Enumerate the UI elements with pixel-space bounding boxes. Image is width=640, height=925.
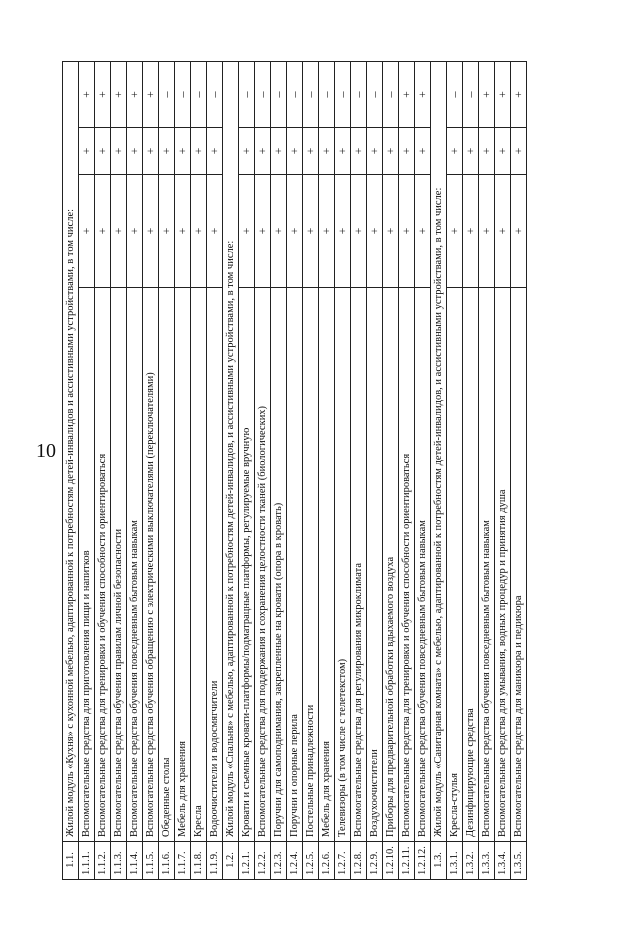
mark-cell-c3: – (319, 61, 335, 127)
mark-cell-c1: + (367, 175, 383, 288)
mark-cell-c3: – (207, 61, 223, 127)
mark-cell-c1: + (511, 175, 527, 288)
row-description: Вспомогательные средства для приготовления пищи и напитков (79, 288, 95, 842)
row-code: 1.1.3. (111, 842, 127, 880)
mark-cell-c2: + (127, 128, 143, 175)
row-description: Приборы для предварительной обработки вдыхаемого воздуха (383, 288, 399, 842)
mark-cell-c3: + (127, 61, 143, 127)
mark-cell-c3: – (271, 61, 287, 127)
mark-cell-c2: + (255, 128, 271, 175)
mark-cell-c3: – (175, 61, 191, 127)
row-code: 1.2.3. (271, 842, 287, 880)
mark-cell-c2: + (191, 128, 207, 175)
mark-cell-c1: + (207, 175, 223, 288)
row-description: Вспомогательные средства обучения правилам личной безопасности (111, 288, 127, 842)
table-row (175, 61, 191, 879)
row-description: Кресла-стулья (447, 288, 463, 842)
row-description: Жилой модуль «Кухня» с кухонной мебелью, адаптированной к потребностям детей-инвалидов и ассистивными устройствами, в том числе: (63, 61, 79, 841)
mark-cell-c3: + (79, 61, 95, 127)
mark-cell-c3: + (495, 61, 511, 127)
mark-cell-c2: + (271, 128, 287, 175)
mark-cell-c1: + (239, 175, 255, 288)
mark-cell-c1: + (335, 175, 351, 288)
mark-cell-c2: + (95, 128, 111, 175)
mark-cell-c1: + (127, 175, 143, 288)
mark-cell-c2: + (335, 128, 351, 175)
table-row (95, 61, 111, 879)
row-description: Жилой модуль «Санитарная комната» с мебелью, адаптированной к потребностям детей-инвалидов, и ассистивными устройствами, в том числе: (431, 61, 447, 841)
row-code: 1.2.1. (239, 842, 255, 880)
row-code: 1.3.5. (511, 842, 527, 880)
table-row (495, 61, 511, 879)
mark-cell-c3: – (303, 61, 319, 127)
row-description: Воздухоочистители (367, 288, 383, 842)
mark-cell-c1: + (319, 175, 335, 288)
table-row (463, 61, 479, 879)
mark-cell-c3: + (511, 61, 527, 127)
table-row (479, 61, 495, 879)
row-code: 1.2.9. (367, 842, 383, 880)
table-row (399, 61, 415, 879)
mark-cell-c1: + (383, 175, 399, 288)
equipment-table (62, 61, 527, 880)
row-code: 1.3.1. (447, 842, 463, 880)
row-description: Вспомогательные средства обучения повседневным бытовым навыкам (127, 288, 143, 842)
mark-cell-c1: + (111, 175, 127, 288)
mark-cell-c2: + (351, 128, 367, 175)
row-code: 1.1.2. (95, 842, 111, 880)
mark-cell-c1: + (271, 175, 287, 288)
table-row (351, 61, 367, 879)
table-row (271, 61, 287, 879)
table-row (383, 61, 399, 879)
table-body (63, 61, 527, 879)
mark-cell-c2: + (319, 128, 335, 175)
mark-cell-c1: + (159, 175, 175, 288)
mark-cell-c3: – (367, 61, 383, 127)
row-code: 1.3. (431, 842, 447, 880)
section-row (223, 61, 239, 879)
row-description: Вспомогательные средства для умывания, водных процедур и принятия душа (495, 288, 511, 842)
mark-cell-c1: + (143, 175, 159, 288)
mark-cell-c3: – (383, 61, 399, 127)
row-code: 1.2.12. (415, 842, 431, 880)
mark-cell-c3: – (351, 61, 367, 127)
row-code: 1.3.4. (495, 842, 511, 880)
table-row (303, 61, 319, 879)
row-description: Вспомогательные средства обучения повседневным бытовым навыкам (479, 288, 495, 842)
table-row (127, 61, 143, 879)
row-description: Кресла (191, 288, 207, 842)
row-description: Вспомогательные средства для тренировки и обучения способности ориентироваться (399, 288, 415, 842)
mark-cell-c2: + (479, 128, 495, 175)
row-description: Водоочистители и водосмягчители (207, 288, 223, 842)
mark-cell-c3: – (447, 61, 463, 127)
mark-cell-c2: + (143, 128, 159, 175)
mark-cell-c2: + (111, 128, 127, 175)
mark-cell-c3: – (159, 61, 175, 127)
mark-cell-c2: + (495, 128, 511, 175)
mark-cell-c1: + (479, 175, 495, 288)
rotated-table-container (62, 62, 632, 880)
mark-cell-c2: + (383, 128, 399, 175)
row-description: Мебель для хранения (175, 288, 191, 842)
row-code: 1.1.5. (143, 842, 159, 880)
table-row (143, 61, 159, 879)
table-row (111, 61, 127, 879)
row-code: 1.3.2. (463, 842, 479, 880)
mark-cell-c3: – (191, 61, 207, 127)
row-code: 1.1.9. (207, 842, 223, 880)
mark-cell-c1: + (415, 175, 431, 288)
table-row (191, 61, 207, 879)
mark-cell-c2: + (287, 128, 303, 175)
mark-cell-c1: + (495, 175, 511, 288)
row-description: Жилой модуль «Спальня» с мебелью, адаптированной к потребностям детей-инвалидов, и ассистивными устройствами, в том числе: (223, 61, 239, 841)
row-code: 1.2.6. (319, 842, 335, 880)
mark-cell-c1: + (287, 175, 303, 288)
mark-cell-c2: + (447, 128, 463, 175)
mark-cell-c3: + (399, 61, 415, 127)
mark-cell-c3: – (287, 61, 303, 127)
table-row (367, 61, 383, 879)
mark-cell-c2: + (175, 128, 191, 175)
mark-cell-c1: + (175, 175, 191, 288)
mark-cell-c3: + (479, 61, 495, 127)
row-code: 1.2.10. (383, 842, 399, 880)
mark-cell-c3: – (335, 61, 351, 127)
table-row (511, 61, 527, 879)
mark-cell-c1: + (399, 175, 415, 288)
row-description: Вспомогательные средства для маникюра и педикюра (511, 288, 527, 842)
mark-cell-c2: + (79, 128, 95, 175)
row-description: Вспомогательные средства для тренировки и обучения способности ориентироваться (95, 288, 111, 842)
mark-cell-c3: – (239, 61, 255, 127)
mark-cell-c2: + (399, 128, 415, 175)
row-description: Мебель для хранения (319, 288, 335, 842)
mark-cell-c2: + (463, 128, 479, 175)
mark-cell-c2: + (511, 128, 527, 175)
table-row (79, 61, 95, 879)
mark-cell-c3: – (463, 61, 479, 127)
mark-cell-c1: + (255, 175, 271, 288)
row-description: Поручни для самоподнимания, закрепленные на кровати (опора в кровать) (271, 288, 287, 842)
row-code: 1.2.8. (351, 842, 367, 880)
row-code: 1.1.4. (127, 842, 143, 880)
row-description: Вспомогательные средства для поддержания и сохранения целостности тканей (биологических) (255, 288, 271, 842)
row-description: Обеденные столы (159, 288, 175, 842)
row-description: Вспомогательные средства обучения обращению с электрическими выключателями (переключателями) (143, 288, 159, 842)
table-row (239, 61, 255, 879)
row-description: Поручни и опорные перила (287, 288, 303, 842)
mark-cell-c2: + (367, 128, 383, 175)
mark-cell-c1: + (191, 175, 207, 288)
mark-cell-c1: + (95, 175, 111, 288)
section-row (63, 61, 79, 879)
table-row (415, 61, 431, 879)
table-row (255, 61, 271, 879)
row-description: Постельные принадлежности (303, 288, 319, 842)
table-row (335, 61, 351, 879)
row-description: Телевизоры (в том числе с телетекстом) (335, 288, 351, 842)
row-code: 1.2. (223, 842, 239, 880)
mark-cell-c3: – (255, 61, 271, 127)
mark-cell-c1: + (463, 175, 479, 288)
mark-cell-c1: + (303, 175, 319, 288)
row-code: 1.3.3. (479, 842, 495, 880)
mark-cell-c1: + (447, 175, 463, 288)
mark-cell-c2: + (239, 128, 255, 175)
mark-cell-c2: + (415, 128, 431, 175)
mark-cell-c3: + (143, 61, 159, 127)
mark-cell-c3: + (95, 61, 111, 127)
row-description: Дезинфицирующие средства (463, 288, 479, 842)
row-code: 1.1.7. (175, 842, 191, 880)
row-code: 1.2.11. (399, 842, 415, 880)
row-description: Вспомогательные средства обучения повседневным бытовым навыкам (415, 288, 431, 842)
mark-cell-c1: + (79, 175, 95, 288)
section-row (431, 61, 447, 879)
row-code: 1.1.8. (191, 842, 207, 880)
mark-cell-c2: + (159, 128, 175, 175)
page-number: 10 (36, 440, 56, 462)
row-code: 1.1.1. (79, 842, 95, 880)
row-description: Вспомогательные средства для регулирования микроклимата (351, 288, 367, 842)
row-code: 1.2.5. (303, 842, 319, 880)
table-row (159, 61, 175, 879)
mark-cell-c3: + (415, 61, 431, 127)
row-description: Кровати и съемные кровати-платформы/подматрацные платформы, регулируемые вручную (239, 288, 255, 842)
row-code: 1.2.7. (335, 842, 351, 880)
table-row (207, 61, 223, 879)
table-row (287, 61, 303, 879)
mark-cell-c2: + (303, 128, 319, 175)
mark-cell-c1: + (351, 175, 367, 288)
mark-cell-c3: + (111, 61, 127, 127)
row-code: 1.2.2. (255, 842, 271, 880)
row-code: 1.2.4. (287, 842, 303, 880)
mark-cell-c2: + (207, 128, 223, 175)
table-row (319, 61, 335, 879)
row-code: 1.1. (63, 842, 79, 880)
row-code: 1.1.6. (159, 842, 175, 880)
table-row (447, 61, 463, 879)
